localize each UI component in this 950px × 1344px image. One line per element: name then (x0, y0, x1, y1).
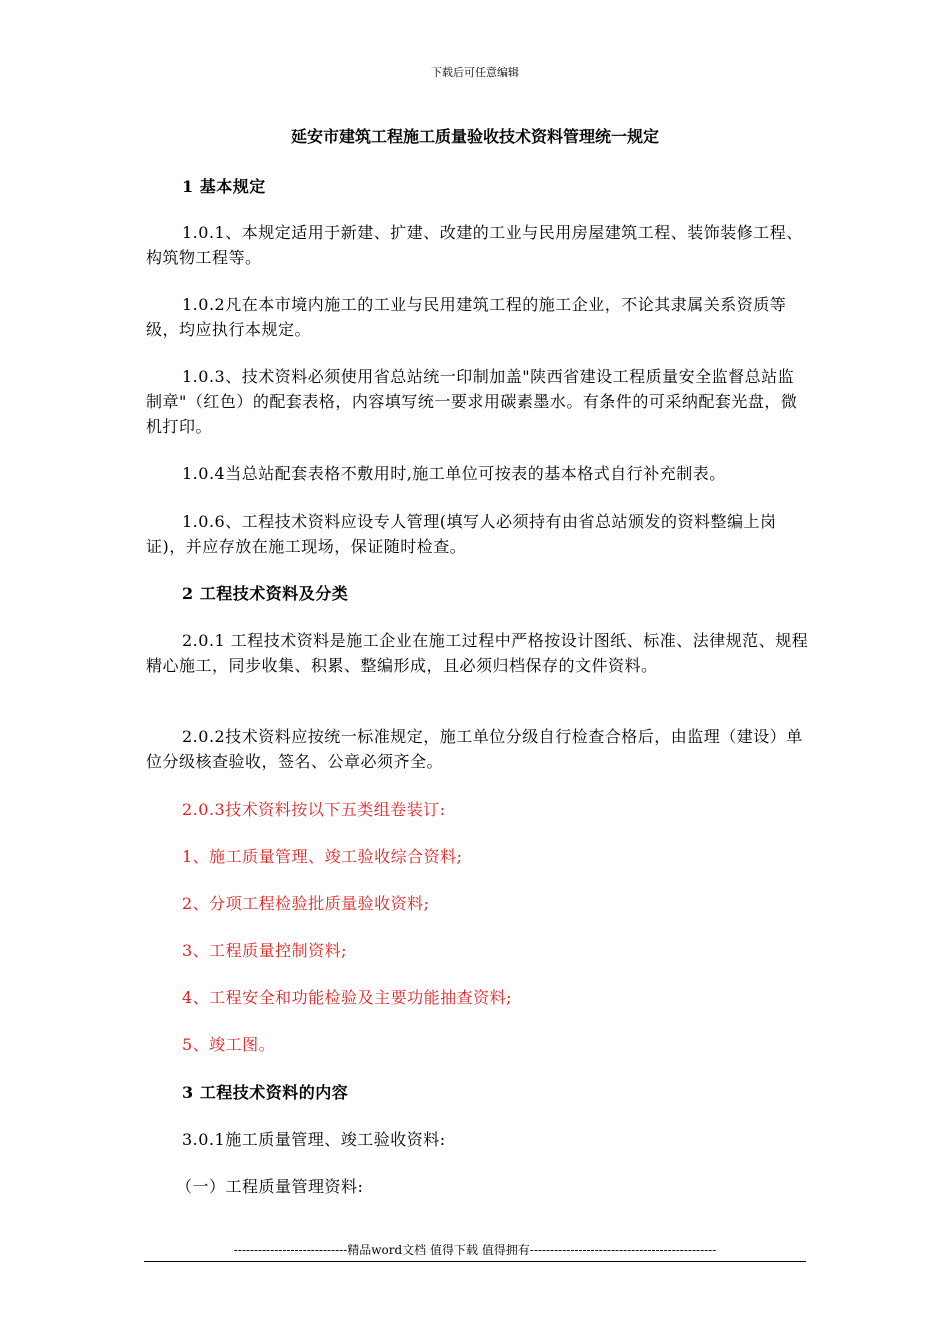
paragraph-1-0-3: 1.0.3、技术资料必须使用省总站统一印制加盖"陕西省建设工程质量安全监督总站监制章"（红色）的配套表格，内容填写统一要求用碳素墨水。有条件的可采纳配套光盘，微机打印。 (146, 367, 798, 436)
paragraph-3-0-1: 3.0.1施工质量管理、竣工验收资料: (182, 1130, 446, 1149)
page-header-note: 下载后可任意编辑 (431, 66, 519, 79)
list-item: 2、分项工程检验批质量验收资料; (182, 894, 430, 913)
list-item: 4、工程安全和功能检验及主要功能抽查资料; (182, 988, 513, 1007)
list-item: 3、工程质量控制资料; (182, 941, 348, 960)
subsection-heading: （一）工程质量管理资料: (176, 1177, 364, 1196)
footer-text: ----------------------------精品word文档 值得下载 值得拥有---------------------------------------------- (233, 1243, 717, 1257)
paragraph-2-0-3: 2.0.3技术资料按以下五类组卷装订: (182, 800, 446, 819)
section-2-heading: 2 工程技术资料及分类 (182, 584, 349, 603)
paragraph-2-0-1: 2.0.1 工程技术资料是施工企业在施工过程中严格按设计图纸、标准、法律规范、规程精心施工，同步收集、积累、整编形成，且必须归档保存的文件资料。 (146, 631, 809, 675)
paragraph-1-0-4: 1.0.4当总站配套表格不敷用时,施工单位可按表的基本格式自行补充制表。 (182, 464, 726, 483)
section-3-heading: 3 工程技术资料的内容 (182, 1083, 349, 1102)
footer-divider (144, 1261, 806, 1262)
list-item: 5、竣工图。 (182, 1035, 276, 1054)
paragraph-1-0-6: 1.0.6、工程技术资料应设专人管理(填写人必须持有由省总站颁发的资料整编上岗证)，并应存放在施工现场，保证随时检查。 (146, 512, 777, 556)
paragraph-1-0-1: 1.0.1、本规定适用于新建、扩建、改建的工业与民用房屋建筑工程、装饰装修工程、构筑物工程等。 (146, 223, 803, 267)
list-item: 1、施工质量管理、竣工验收综合资料; (182, 847, 463, 866)
document-title: 延安市建筑工程施工质量验收技术资料管理统一规定 (290, 127, 659, 146)
paragraph-1-0-2: 1.0.2凡在本市境内施工的工业与民用建筑工程的施工企业，不论其隶属关系资质等级，均应执行本规定。 (146, 295, 787, 339)
section-1-heading: 1 基本规定 (182, 177, 266, 196)
paragraph-2-0-2: 2.0.2技术资料应按统一标准规定，施工单位分级自行检查合格后，由监理（建设）单位分级核查验收，签名、公章必须齐全。 (146, 727, 803, 771)
